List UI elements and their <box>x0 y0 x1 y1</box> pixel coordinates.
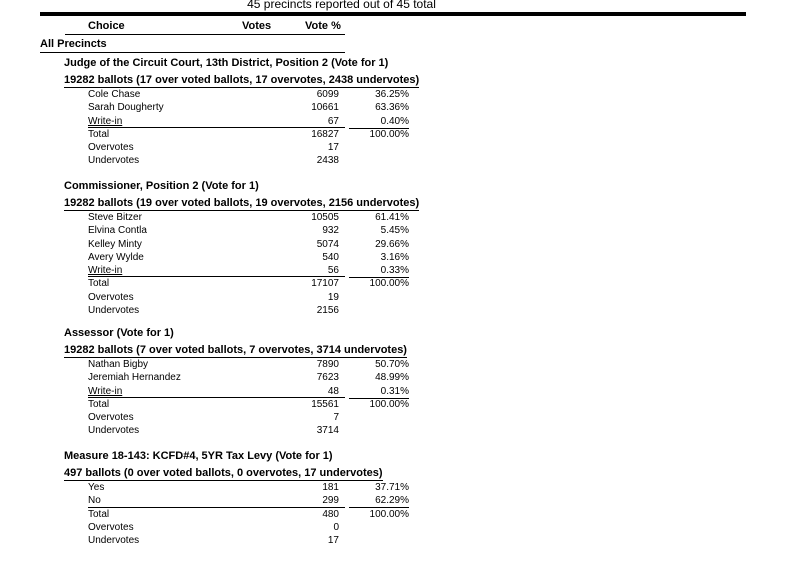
candidate-row <box>64 211 464 224</box>
candidate-name: Yes <box>88 482 105 493</box>
candidate-name: Write-in <box>88 385 123 397</box>
total-label: Total <box>88 278 110 290</box>
candidate-row <box>64 264 464 277</box>
candidate-votes: 48 <box>327 385 339 397</box>
candidate-votes: 6099 <box>316 89 339 100</box>
candidate-name: Kelley Minty <box>88 238 142 250</box>
candidate-name: Cole Chase <box>88 89 141 100</box>
candidate-row <box>64 238 464 251</box>
candidate-row <box>64 494 464 507</box>
all-precincts-heading: All Precincts <box>40 38 107 50</box>
candidate-votes: 56 <box>327 265 339 277</box>
total-votes: 15561 <box>311 398 339 410</box>
column-header-choice: Choice <box>88 20 125 32</box>
candidate-pct: 63.36% <box>375 102 409 114</box>
candidate-name: Elvina Contla <box>88 225 147 237</box>
overvotes-label: Overvotes <box>88 142 134 154</box>
candidate-row <box>64 88 464 101</box>
total-row <box>64 128 464 141</box>
overvotes-votes: 0 <box>333 521 339 533</box>
candidate-pct: 0.33% <box>349 264 409 278</box>
candidate-name: Sarah Dougherty <box>88 102 164 114</box>
undervotes-votes: 2156 <box>316 305 339 317</box>
contest-ballots-summary: 19282 ballots (7 over voted ballots, 7 overvotes, 3714 undervotes) <box>64 344 407 356</box>
total-label: Total <box>88 398 110 410</box>
candidate-votes: 932 <box>322 225 339 237</box>
candidate-pct: 0.31% <box>349 385 409 399</box>
undervotes-row <box>64 534 464 547</box>
contest-title: Measure 18-143: KCFD#4, 5YR Tax Levy (Vote for 1) <box>64 450 333 462</box>
total-row <box>64 277 464 290</box>
precincts-reported: 45 precincts reported out of 45 total <box>247 0 436 11</box>
contest-title: Commissioner, Position 2 (Vote for 1) <box>64 180 259 192</box>
overvotes-votes: 7 <box>333 412 339 424</box>
candidate-pct: 29.66% <box>375 238 409 250</box>
overvotes-row <box>64 411 464 424</box>
candidate-votes: 7623 <box>316 372 339 384</box>
candidate-name: Avery Wylde <box>88 251 144 263</box>
contest-block <box>64 450 464 547</box>
candidate-pct: 61.41% <box>375 212 409 223</box>
undervotes-votes: 17 <box>327 535 339 547</box>
overvotes-label: Overvotes <box>88 291 134 303</box>
overvotes-votes: 19 <box>327 291 339 303</box>
contest-title: Judge of the Circuit Court, 13th District, Position 2 (Vote for 1) <box>64 57 389 69</box>
candidate-row <box>64 115 464 128</box>
candidate-pct: 50.70% <box>375 359 409 370</box>
candidate-row <box>64 251 464 264</box>
overvotes-votes: 17 <box>327 142 339 154</box>
results-table <box>64 358 464 438</box>
candidate-name: No <box>88 495 101 507</box>
overvotes-label: Overvotes <box>88 412 134 424</box>
total-row <box>64 398 464 411</box>
undervotes-label: Undervotes <box>88 305 140 317</box>
candidate-name: Nathan Bigby <box>88 359 149 370</box>
header-rule <box>40 12 746 16</box>
overvotes-row <box>64 141 464 154</box>
candidate-votes: 67 <box>327 115 339 127</box>
total-votes: 17107 <box>311 278 339 290</box>
candidate-votes: 5074 <box>316 238 339 250</box>
contest-block <box>64 57 464 168</box>
results-table <box>64 211 464 317</box>
candidate-pct: 48.99% <box>375 372 409 384</box>
undervotes-votes: 2438 <box>316 155 339 167</box>
total-pct: 100.00% <box>369 278 409 290</box>
candidate-name: Jeremiah Hernandez <box>88 372 181 384</box>
candidate-pct: 62.29% <box>349 494 409 508</box>
contest-block <box>64 180 464 317</box>
candidate-votes: 299 <box>322 495 339 507</box>
all-precincts-rule <box>40 52 345 53</box>
candidate-votes: 7890 <box>316 359 339 370</box>
candidate-votes: 540 <box>322 251 339 263</box>
results-table <box>64 88 464 168</box>
candidate-row <box>64 481 464 494</box>
candidate-row <box>64 371 464 384</box>
total-votes: 480 <box>322 508 339 520</box>
total-pct: 100.00% <box>369 128 409 140</box>
total-pct: 100.00% <box>369 398 409 410</box>
total-pct: 100.00% <box>369 508 409 520</box>
undervotes-votes: 3714 <box>316 425 339 437</box>
overvotes-row <box>64 521 464 534</box>
candidate-name: Write-in <box>88 115 123 127</box>
candidate-votes: 10661 <box>311 102 339 114</box>
total-label: Total <box>88 128 110 140</box>
total-row <box>64 508 464 521</box>
candidate-name: Write-in <box>88 265 123 277</box>
candidate-pct: 37.71% <box>375 482 409 493</box>
contest-block <box>64 327 464 438</box>
overvotes-row <box>64 291 464 304</box>
overvotes-label: Overvotes <box>88 521 134 533</box>
candidate-pct: 3.16% <box>380 251 409 263</box>
undervotes-label: Undervotes <box>88 425 140 437</box>
undervotes-row <box>64 154 464 167</box>
candidate-name: Steve Bitzer <box>88 212 142 223</box>
contest-ballots-summary: 19282 ballots (19 over voted ballots, 19 overvotes, 2156 undervotes) <box>64 197 420 209</box>
column-header-vote-pct: Vote % <box>305 20 341 32</box>
candidate-row <box>64 101 464 114</box>
page-header <box>0 0 788 14</box>
candidate-votes: 181 <box>322 482 339 493</box>
contest-ballots-summary: 19282 ballots (17 over voted ballots, 17 overvotes, 2438 undervotes) <box>64 74 420 86</box>
column-header-votes: Votes <box>242 20 272 32</box>
contest-title: Assessor (Vote for 1) <box>64 327 174 339</box>
contest-ballots-summary: 497 ballots (0 over voted ballots, 0 overvotes, 17 undervotes) <box>64 467 383 479</box>
column-header-rule <box>65 34 345 35</box>
candidate-pct: 5.45% <box>380 225 409 237</box>
undervotes-row <box>64 424 464 437</box>
candidate-votes: 10505 <box>311 212 339 223</box>
undervotes-label: Undervotes <box>88 155 140 167</box>
candidate-row <box>64 358 464 371</box>
results-table <box>64 481 464 547</box>
candidate-pct: 0.40% <box>349 115 409 129</box>
total-label: Total <box>88 508 110 520</box>
undervotes-label: Undervotes <box>88 535 140 547</box>
candidate-pct: 36.25% <box>375 89 409 100</box>
candidate-row <box>64 385 464 398</box>
undervotes-row <box>64 304 464 317</box>
candidate-row <box>64 224 464 237</box>
total-votes: 16827 <box>311 128 339 140</box>
